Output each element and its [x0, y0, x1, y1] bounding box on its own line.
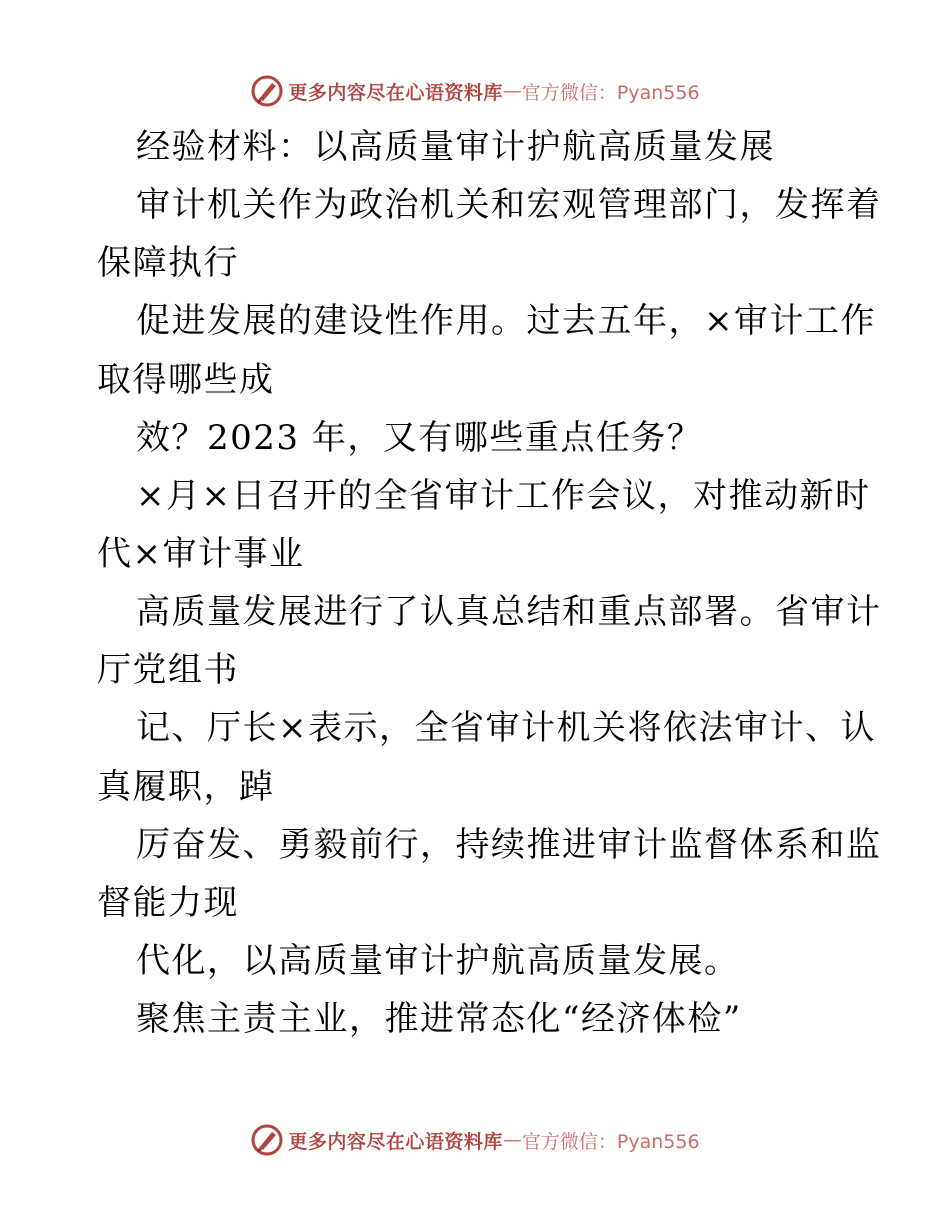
- footer-watermark: [0, 1120, 950, 1160]
- paragraph-line: 记、厅长×表示，全省审计机关将依法审计、认: [136, 708, 876, 748]
- paragraph-line: 厉奋发、勇毅前行，持续推进审计监督体系和监: [136, 825, 882, 865]
- document-title: 经验材料：以高质量审计护航高质量发展: [136, 127, 775, 167]
- paragraph-line: ×月×日召开的全省审计工作会议，对推动新时: [136, 476, 871, 516]
- watermark-main-text: 更多内容尽在心语资料库: [288, 1130, 503, 1153]
- watermark-separator: —: [502, 1129, 522, 1151]
- paragraph-line: 保障执行: [97, 243, 239, 283]
- paragraph-line: 督能力现: [97, 883, 239, 923]
- watermark-main-text: 更多内容尽在心语资料库: [288, 81, 503, 104]
- paragraph-line: 审计机关作为政治机关和宏观管理部门，发挥着: [136, 185, 882, 225]
- watermark-wechat-text: 官方微信：Pyan556: [521, 81, 700, 104]
- watermark-separator: —: [502, 80, 522, 102]
- paragraph-line: 聚焦主责主业，推进常态化“经济体检”: [136, 999, 742, 1039]
- paragraph-line: 厅党组书: [97, 650, 239, 690]
- paragraph-line: 真履职，踔: [97, 767, 275, 807]
- paragraph-line: 代化，以高质量审计护航高质量发展。: [136, 941, 740, 981]
- paragraph-line: 取得哪些成: [97, 360, 275, 400]
- paragraph-line: 代×审计事业: [97, 534, 305, 574]
- quill-pen-logo-icon: [250, 1123, 284, 1157]
- paragraph-line: 效？2023 年，又有哪些重点任务？: [136, 418, 703, 458]
- watermark-wechat-text: 官方微信：Pyan556: [521, 1130, 700, 1153]
- header-watermark: [0, 71, 950, 111]
- paragraph-line: 高质量发展进行了认真总结和重点部署。省审计: [136, 592, 882, 632]
- quill-pen-logo-icon: [250, 74, 284, 108]
- paragraph-line: 促进发展的建设性作用。过去五年，×审计工作: [136, 301, 876, 341]
